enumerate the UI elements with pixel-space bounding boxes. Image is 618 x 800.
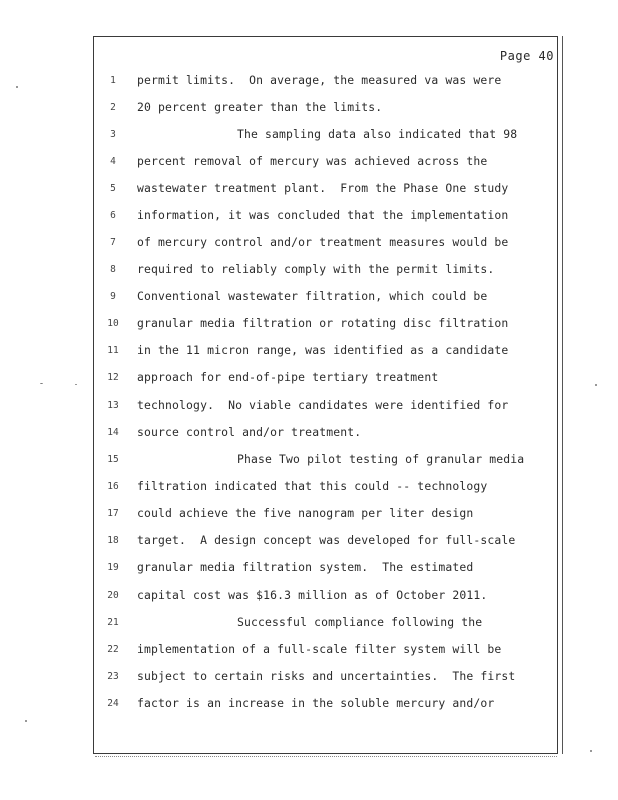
bottom-scan-noise	[95, 756, 557, 758]
transcript-line-20: capital cost was $16.3 million as of October 2011.	[137, 588, 488, 602]
transcript-line-9: Conventional wastewater filtration, which could be	[137, 289, 488, 303]
transcript-line-4: percent removal of mercury was achieved across the	[137, 154, 488, 168]
transcript-line-5: wastewater treatment plant. From the Phase One study	[137, 181, 509, 195]
transcript-line-17: could achieve the five nanogram per liter design	[137, 506, 474, 520]
transcript-line-11: in the 11 micron range, was identified as a candidate	[137, 343, 509, 357]
transcript-line-23: subject to certain risks and uncertainties. The first	[137, 669, 516, 683]
transcript-line-8: required to reliably comply with the permit limits.	[137, 262, 495, 276]
right-margin-rule	[562, 36, 563, 754]
transcript-line-21: Successful compliance following the	[237, 615, 483, 629]
line-number-5: 5	[110, 183, 116, 194]
line-number-13: 13	[107, 400, 119, 411]
line-number-24: 24	[107, 698, 119, 709]
line-number-2: 2	[110, 102, 116, 113]
scan-speck	[40, 383, 43, 384]
transcript-line-7: of mercury control and/or treatment measures would be	[137, 235, 509, 249]
page-number: Page 40	[499, 49, 554, 63]
transcript-line-13: technology. No viable candidates were identified for	[137, 398, 509, 412]
transcript-line-16: filtration indicated that this could -- technology	[137, 479, 488, 493]
line-number-9: 9	[110, 291, 116, 302]
line-number-16: 16	[107, 481, 119, 492]
line-number-7: 7	[110, 237, 116, 248]
line-number-4: 4	[110, 156, 116, 167]
transcript-line-1: permit limits. On average, the measured va was were	[137, 73, 502, 87]
transcript-line-15: Phase Two pilot testing of granular media	[237, 452, 525, 466]
transcript-line-19: granular media filtration system. The estimated	[137, 560, 474, 574]
line-number-22: 22	[107, 644, 119, 655]
line-number-15: 15	[107, 454, 119, 465]
transcript-line-18: target. A design concept was developed for full-scale	[137, 533, 516, 547]
line-number-3: 3	[110, 129, 116, 140]
transcript-line-14: source control and/or treatment.	[137, 425, 362, 439]
transcript-line-3: The sampling data also indicated that 98	[237, 127, 518, 141]
transcript-line-22: implementation of a full-scale filter system will be	[137, 642, 502, 656]
transcript-line-10: granular media filtration or rotating disc filtration	[137, 316, 509, 330]
line-number-17: 17	[107, 508, 119, 519]
line-number-21: 21	[107, 617, 119, 628]
scan-speck	[75, 384, 77, 385]
line-number-23: 23	[107, 671, 119, 682]
line-number-10: 10	[107, 318, 119, 329]
line-number-1: 1	[110, 75, 116, 86]
transcript-line-24: factor is an increase in the soluble mercury and/or	[137, 696, 495, 710]
scan-speck	[16, 86, 18, 88]
line-number-19: 19	[107, 562, 119, 573]
scan-speck	[590, 750, 592, 752]
line-number-14: 14	[107, 427, 119, 438]
scan-speck	[25, 720, 27, 722]
scan-speck	[595, 384, 597, 386]
transcript-line-12: approach for end-of-pipe tertiary treatment	[137, 370, 439, 384]
line-number-8: 8	[110, 264, 116, 275]
line-number-18: 18	[107, 535, 119, 546]
line-number-11: 11	[107, 345, 119, 356]
line-number-20: 20	[107, 590, 119, 601]
transcript-line-6: information, it was concluded that the implementation	[137, 208, 509, 222]
line-number-6: 6	[110, 210, 116, 221]
transcript-line-2: 20 percent greater than the limits.	[137, 100, 383, 114]
line-number-12: 12	[107, 372, 119, 383]
